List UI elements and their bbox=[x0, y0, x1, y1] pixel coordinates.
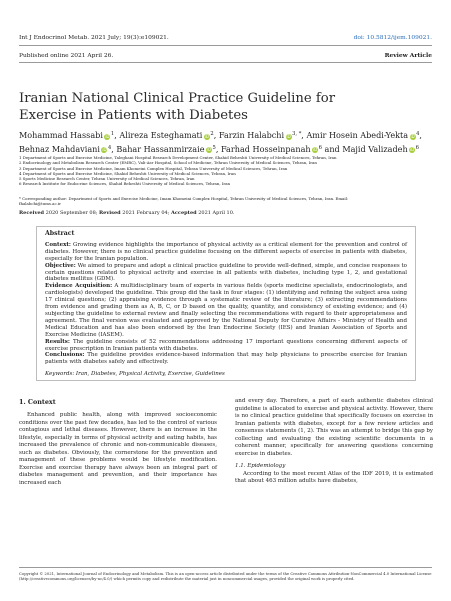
affiliation-mark: 2 bbox=[210, 131, 214, 137]
author-list bbox=[19, 128, 433, 155]
abstract-objective bbox=[45, 263, 407, 284]
left-column bbox=[19, 398, 217, 558]
copyright-notice: Copyright © 2021, International Journal of Endocrinology and Metabolism. This is an open-access article distributed under the terms of the Creative Commons Attribution-NonCommercial 4.0 International License (http://creativecommons.org/licenses/by-nc/4.0/) which permits copy and redistribute the material just in noncommercial usages, provided the original work is properly cited. bbox=[19, 571, 432, 581]
accepted-date: 2021 April 10. bbox=[198, 210, 235, 216]
affiliation: 4 Department of Sports and Exercise Medicine, Shahid Beheshti University of Medical Sciences, Tehran, Iran bbox=[19, 170, 236, 176]
section-text: The guideline consists of 52 recommendations addressing 17 important questions concerning different aspects of exercise prescription in Iranian patients with diabetes. bbox=[45, 338, 407, 352]
author-name: Majid Valizadeh bbox=[342, 143, 408, 154]
affiliation-mark: 3, * bbox=[292, 131, 302, 137]
section-label: Context: bbox=[45, 241, 71, 248]
author-name: Behnaz Mahdaviani bbox=[19, 143, 100, 154]
affiliation: 3 Department of Sports and Exercise Medicine, Imam Khomeini Complex Hospital, Tehran University of Medical Sciences, Tehran, Iran bbox=[19, 165, 288, 171]
orcid-icon[interactable]: iD bbox=[102, 147, 107, 152]
journal-header bbox=[19, 35, 432, 42]
author-3: Farzin Halabchi iD$^{3, *}$, bbox=[218, 130, 307, 140]
author-name: Bahar Hassanmirzaie bbox=[116, 143, 205, 154]
section-text: The guideline provides evidence-based information that may help physicians to prescribe exercise for Iranian patients with diabetes safely and effectively. bbox=[45, 352, 407, 366]
article-body bbox=[19, 398, 433, 558]
affiliation: 2 Endocrinology and Metabolism Research Center (EMRC), Vali-Asr Hospital, School of Medicine, Tehran University of Medical Sciences, Tehran, Iran bbox=[19, 160, 317, 166]
abstract-evidence bbox=[45, 283, 407, 338]
body-paragraph: and every day. Therefore, a part of each authentic diabetes clinical guideline is allocated to exercise and physical activity. However, there is no clinical practice guideline that specifically focuses on exercise in Iranian patients with diabetes, except for a few review articles and consensus statements (1, 2). This was an attempt to bridge this gap by collecting and evaluating the existing scientific documents in a coherent manner, specifically for answering questions concerning exercise in diabetes. bbox=[235, 398, 433, 457]
affiliation: 1 Department of Sports and Exercise Medicine, Taleghani Hospital Research Development Center, Shahid Beheshti University of Medical Sciences, Tehran, Iran bbox=[19, 155, 337, 160]
corresponding-author: * Corresponding author: Department of Sports and Exercise Medicine, Imam Khomeini Complex Hospital, Tehran University of Medical Sciences, Tehran, Iran. Email: fhalabchi@tums.ac.ir bbox=[19, 196, 349, 207]
section-label: Objective: bbox=[45, 262, 76, 269]
section-heading: 1. Context bbox=[19, 398, 56, 406]
abstract-results bbox=[45, 339, 407, 353]
abstract-conclusions bbox=[45, 352, 407, 366]
abstract-context bbox=[45, 242, 407, 263]
affiliation-mark: 4 bbox=[107, 144, 112, 151]
author-1: Mohammad Hassabi iD$^1$, bbox=[19, 130, 120, 140]
affiliation-mark: 4 bbox=[416, 131, 420, 137]
affiliation-mark: 1 bbox=[110, 131, 115, 137]
body-paragraph: Enhanced public health, along with improved socioeconomic conditions over the past few decades, has led to the control of various contagious and lethal diseases. However, there is an increase in the lifestyle, especially in terms of physical activity and eating habits, has increased the prevalence of chronic and non-communicable diseases, such as diabetes. Obviously, the cornerstone for the prevention and management of these problems would be lifestyle modification. Exercise and exercise therapy have always been an integral part of diabetes management and prevention, and their importance has increased each bbox=[19, 412, 217, 486]
keywords: Keywords: Iran, Diabetes, Physical Activity, Exercise, Guidelines bbox=[45, 371, 225, 378]
orcid-icon[interactable]: iD bbox=[105, 133, 110, 139]
abstract-box bbox=[36, 226, 416, 381]
section-label: Results: bbox=[45, 338, 70, 345]
author-5: Behnaz Mahdaviani iD$^4$, bbox=[19, 143, 117, 154]
citation: Int J Endocrinol Metab. 2021 July; 19(3):e109021. bbox=[19, 35, 169, 41]
author-6: Bahar Hassanmirzaie iD$^5$, bbox=[116, 143, 221, 154]
author-8 bbox=[342, 144, 419, 154]
section-label: Conclusions: bbox=[45, 352, 85, 359]
article-dates bbox=[19, 210, 433, 216]
affiliation-mark: 5 bbox=[212, 144, 216, 151]
section-text: We aimed to prepare and adopt a clinical practice guideline to provide well-defined, simple, and concise responses to certain questions related to physical activity and exercise in all patients with diabetes, including type 1, 2, and gestational diabetes mellitus (GDM). bbox=[45, 262, 407, 283]
affiliation: 6 Research Institute for Endocrine Sciences, Shahid Beheshti University of Medical Sciences, Tehran, Iran bbox=[19, 181, 231, 187]
author-7: Farhad Hosseinpanah iD$^6$ and bbox=[220, 143, 343, 154]
header-rule bbox=[19, 45, 432, 46]
affiliation-mark: 6 bbox=[318, 144, 322, 151]
orcid-icon[interactable]: iD bbox=[313, 147, 318, 152]
publication-line bbox=[19, 52, 432, 60]
author-name: Amir Hosein Abedi-Yekta bbox=[306, 130, 409, 140]
orcid-icon[interactable]: iD bbox=[286, 133, 291, 139]
article-type: Review Article bbox=[384, 52, 432, 59]
orcid-icon[interactable]: iD bbox=[206, 147, 212, 152]
author-name: Farzin Halabchi bbox=[218, 130, 285, 140]
article-title: Iranian National Clinical Practice Guideline for Exercise in Patients with Diabetes bbox=[19, 91, 336, 123]
subheader-rule bbox=[19, 62, 432, 63]
orcid-icon[interactable]: iD bbox=[410, 147, 415, 152]
author-name: Mohammad Hassabi bbox=[19, 130, 103, 140]
author-name: Alireza Esteghamati bbox=[119, 130, 203, 140]
received-date: 2020 September 08; bbox=[45, 210, 98, 216]
right-column bbox=[235, 398, 433, 558]
affiliation-list bbox=[19, 155, 433, 187]
section-text: Growing evidence highlights the importance of physical activity as a critical element for the prevention and control of diabetes. However, there is no clinical practice guideline focusing on the different aspects of exercise in patients with diabetes, especially for the Iranian population. bbox=[45, 241, 408, 262]
accepted-label: Accepted bbox=[170, 210, 197, 216]
affiliation: 5 Sports Medicine Research Center, Tehran University of Medical Sciences, Tehran, Iran bbox=[19, 176, 195, 182]
subsection-heading: 1.1. Epidemiology bbox=[235, 463, 286, 470]
affiliation-mark: 6 bbox=[415, 144, 419, 151]
received-label: Received bbox=[19, 210, 45, 216]
revised-date: 2021 February 04; bbox=[122, 210, 170, 216]
author-4: Amir Hosein Abedi-Yekta iD$^4$, bbox=[306, 130, 422, 140]
published-date: Published online 2021 April 26. bbox=[19, 53, 114, 59]
section-label: Evidence Acquisition: bbox=[45, 283, 113, 290]
orcid-icon[interactable]: iD bbox=[204, 133, 209, 139]
section-text: A multidisciplinary team of experts in various fields (sports medicine specialists, endocrinologists, and cardiologists) developed the guideline. This group did the task in four stages: (1) identifying and refining the subject area using 17 clinical questions; (2) appraising evidence through a systematic review of the literature; (3) extracting recommendations from evidence and grading them as A, B, C, or D based on the quality, quantity, and consistency of existing evidence; and (4) subjecting the guideline to external review and finally selecting the recommendations with regard to their appropriateness and agreement. The final version was evaluated and approved by the National Deputy for Curative Affairs - Ministry of Health and Medical Education and has also been endorsed by the Iran Endocrine Society (IES) and Iranian Association of Sports and Exercise Medicine (IASEM). bbox=[45, 283, 407, 338]
revised-label: Revised bbox=[99, 210, 121, 216]
body-paragraph: According to the most recent Atlas of the IDF 2019, it is estimated that about 463 million adults have diabetes, bbox=[235, 470, 433, 485]
author-2: Alireza Esteghamati iD$^2$, bbox=[119, 130, 219, 140]
doi-link[interactable]: doi: 10.5812/ijem.109021. bbox=[353, 35, 432, 41]
author-name: Farhad Hosseinpanah bbox=[220, 143, 311, 154]
footer-rule bbox=[19, 567, 432, 568]
orcid-icon[interactable]: iD bbox=[410, 133, 415, 139]
abstract-heading: Abstract bbox=[45, 230, 75, 237]
